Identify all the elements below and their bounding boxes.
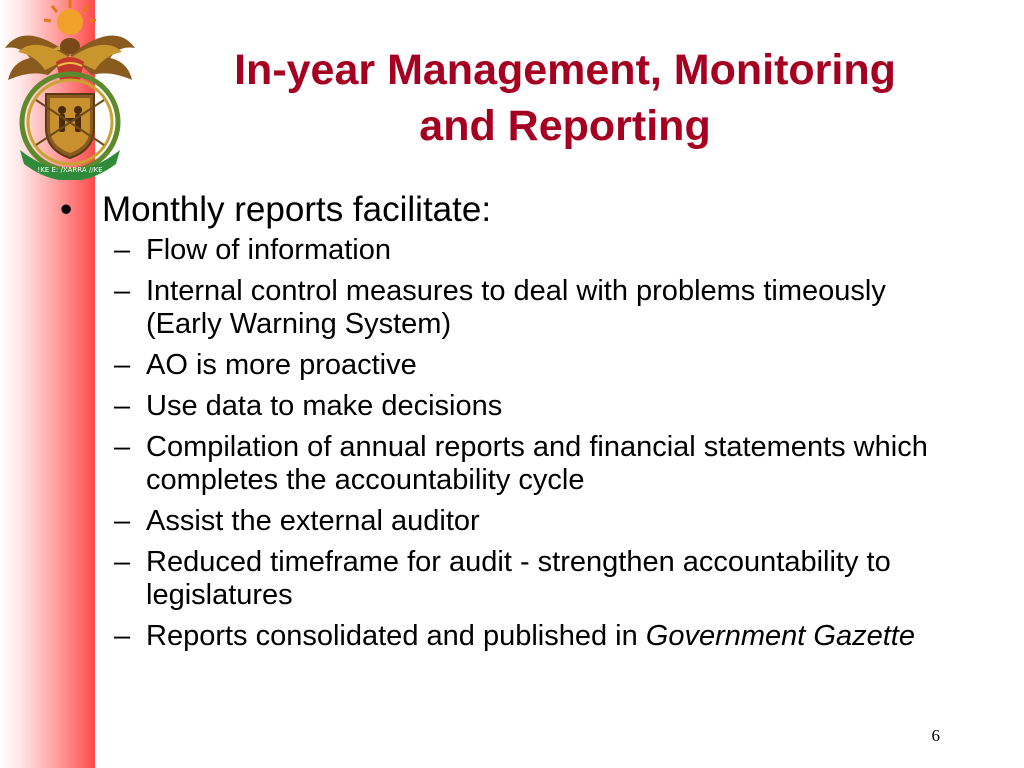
sub-bullet-text: Compilation of annual reports and financial statements which completes the accountability cycle xyxy=(146,431,928,496)
sub-bullet-item: – Flow of information xyxy=(114,234,391,266)
sub-bullet-item: – Compilation of annual reports and financial statements which completes the accountability cycle xyxy=(114,431,928,496)
sub-bullet-item: – Reports consolidated and published in Government Gazette xyxy=(114,620,915,652)
sub-bullet-list xyxy=(58,234,958,653)
slide-title xyxy=(150,42,980,154)
sub-bullet-text: Internal control measures to deal with problems timeously (Early Warning System) xyxy=(146,275,886,340)
sub-bullet-item: – Reduced timeframe for audit - strengthen accountability to legislatures xyxy=(114,546,891,611)
svg-text:!KE E: /XARRA //KE: !KE E: /XARRA //KE xyxy=(37,166,103,174)
sub-bullet-text: Reports consolidated and published in xyxy=(146,620,646,652)
sub-bullet-text: AO is more proactive xyxy=(146,349,417,381)
page-number: 6 xyxy=(931,726,940,745)
main-bullet-text: Monthly reports facilitate: xyxy=(102,190,492,229)
sub-bullet-item: – Assist the external auditor xyxy=(114,505,480,537)
sub-bullet-text: Flow of information xyxy=(146,234,391,266)
slide-content xyxy=(58,188,958,661)
main-bullet xyxy=(58,188,958,232)
coat-of-arms-logo xyxy=(0,0,140,180)
sub-bullet-text: Assist the external auditor xyxy=(146,505,480,537)
title-line-2: and Reporting xyxy=(419,102,711,150)
sub-bullet-item: – Use data to make decisions xyxy=(114,390,503,422)
government-gazette-italic: Government Gazette xyxy=(645,620,915,652)
sub-bullet-item: – AO is more proactive xyxy=(114,349,417,381)
title-line-1: In-year Management, Monitoring xyxy=(234,46,896,94)
sub-bullet-item: – Internal control measures to deal with problems timeously (Early Warning System) xyxy=(114,275,886,340)
sub-bullet-text: Reduced timeframe for audit - strengthen accountability to legislatures xyxy=(146,546,891,611)
sub-bullet-text: Use data to make decisions xyxy=(146,390,503,422)
bullet-dot: • xyxy=(60,190,73,229)
